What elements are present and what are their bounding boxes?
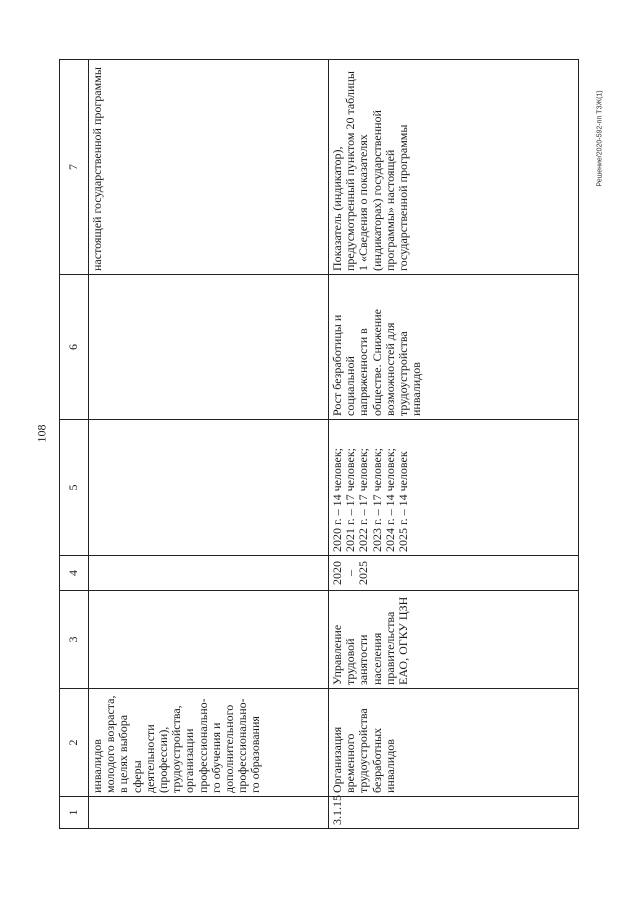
col-header-7: 7 [60, 60, 89, 275]
row2-indicator: Показатель (индикатор), предусмотренный пунктом 20 таблицы 1 «Сведения о показателях (индикаторах) государственной программы» настоящей государственной программы [329, 60, 579, 275]
col-header-2: 2 [60, 689, 89, 797]
row2-consequences: Рост безработицы и социальной напряженности в обществе. Снижение возможностей для трудоустройства инвалидов [329, 275, 579, 420]
row1-measure: инвалидов молодого возраста, в целях выбора сферы деятельности (профессии), трудоустройства, организации профессионально-го обучения и дополнительного профессионально-го образования [89, 689, 329, 797]
row1-number [89, 797, 329, 829]
result-line: 2020 г. – 14 человек; [330, 447, 344, 552]
col-header-3: 3 [60, 591, 89, 689]
row1-consequences [89, 275, 329, 420]
row2-result [329, 420, 579, 556]
result-line: 2024 г. – 14 человек; [382, 447, 397, 552]
result-line: 2021 г. – 17 человек; [343, 447, 358, 552]
row2-executor: Управление трудовой занятости населения правительства ЕАО, ОГКУ ЦЗН [329, 591, 579, 689]
document-stamp: Решение/2020-592-пп ТЗЖ(1) [596, 90, 604, 187]
row1-executor [89, 591, 329, 689]
program-table [59, 59, 579, 829]
row1-indicator: настоящей государственной программы [89, 60, 329, 275]
row2-number: 3.1.15 [329, 797, 579, 829]
row2-period: 2020 – 2025 [329, 556, 579, 591]
result-line: 2022 г. – 17 человек; [356, 447, 371, 552]
col-header-1: 1 [60, 797, 89, 829]
result-line: 2023 г. – 17 человек; [369, 447, 384, 552]
table-row [89, 60, 329, 829]
col-header-5: 5 [60, 420, 89, 556]
row2-measure: Организация временного трудоустройства безработных инвалидов [329, 689, 579, 797]
row1-result [89, 420, 329, 556]
row1-period [89, 556, 329, 591]
result-line: 2025 г. – 14 человек [396, 451, 411, 552]
col-header-6: 6 [60, 275, 89, 420]
page-number: 108 [34, 424, 49, 443]
table-row [329, 60, 579, 829]
header-row [60, 60, 89, 829]
rotated-table-container [59, 60, 588, 829]
col-header-4: 4 [60, 556, 89, 591]
